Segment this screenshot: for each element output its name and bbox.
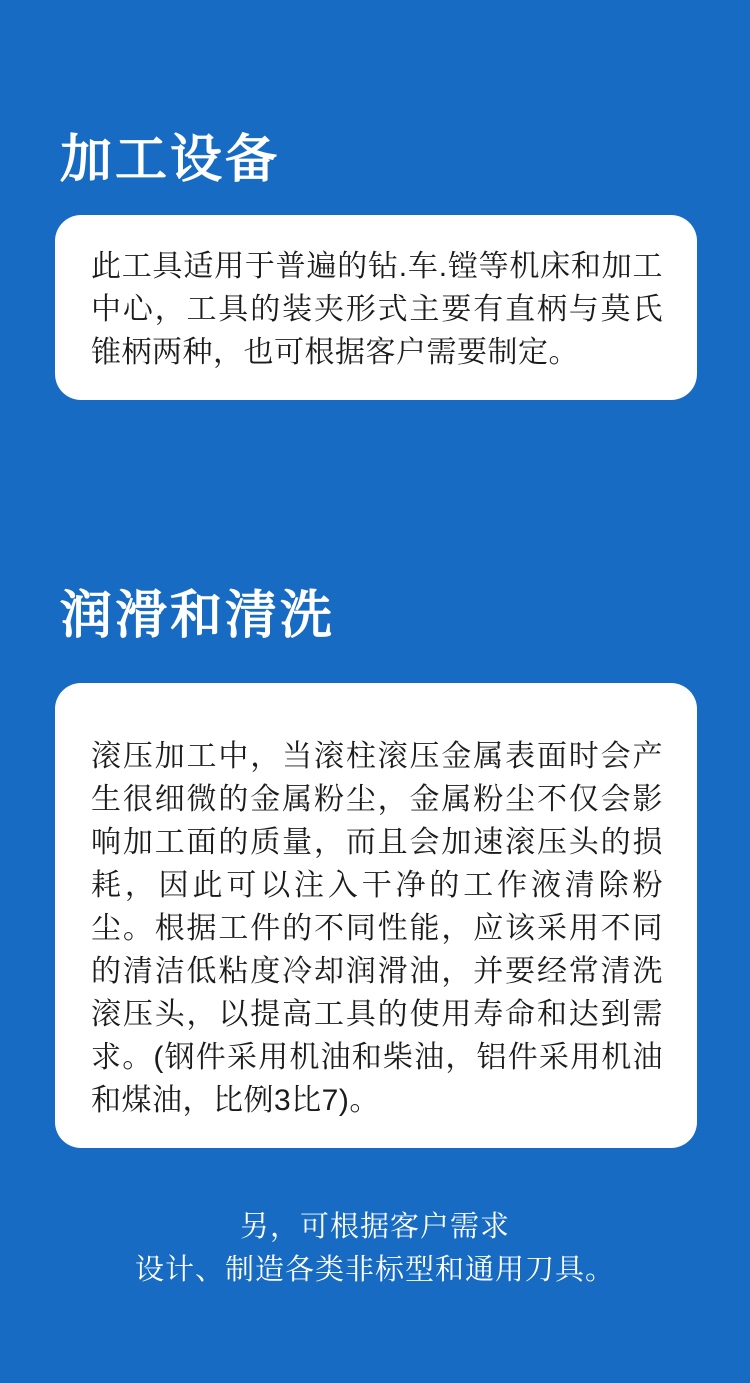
section-heading-processing-equipment: 加工设备 xyxy=(60,130,281,189)
card-body-text: 滚压加工中，当滚柱滚压金属表面时会产生很细微的金属粉尘，金属粉尘不仅会影响加工面的质量，而且会加速滚压头的损耗，因此可以注入干净的工作液清除粉尘。根据工件的不同性能，应该采用不同的清洁低粘度冷却润滑油，并要经常清洗滚压头，以提高工具的使用寿命和达到需求。(钢件采用机油和柴油，铝件采用机油和煤油，比例3比7)。 xyxy=(91,740,663,1117)
section-heading-lubrication-cleaning: 润滑和清洗 xyxy=(60,586,336,645)
card-body-text: 此工具适用于普遍的钻.车.镗等机床和加工中心，工具的装夹形式主要有直柄与莫氏锥柄两种，也可根据客户需要制定。 xyxy=(91,250,663,369)
footer-line-1: 另，可根据客户需求 xyxy=(239,1211,510,1243)
footer-note xyxy=(0,1206,750,1292)
footer-line-2: 设计、制造各类非标型和通用刀具。 xyxy=(134,1254,615,1286)
info-card-processing-equipment xyxy=(55,215,697,400)
info-card-lubrication-cleaning xyxy=(55,683,697,1148)
